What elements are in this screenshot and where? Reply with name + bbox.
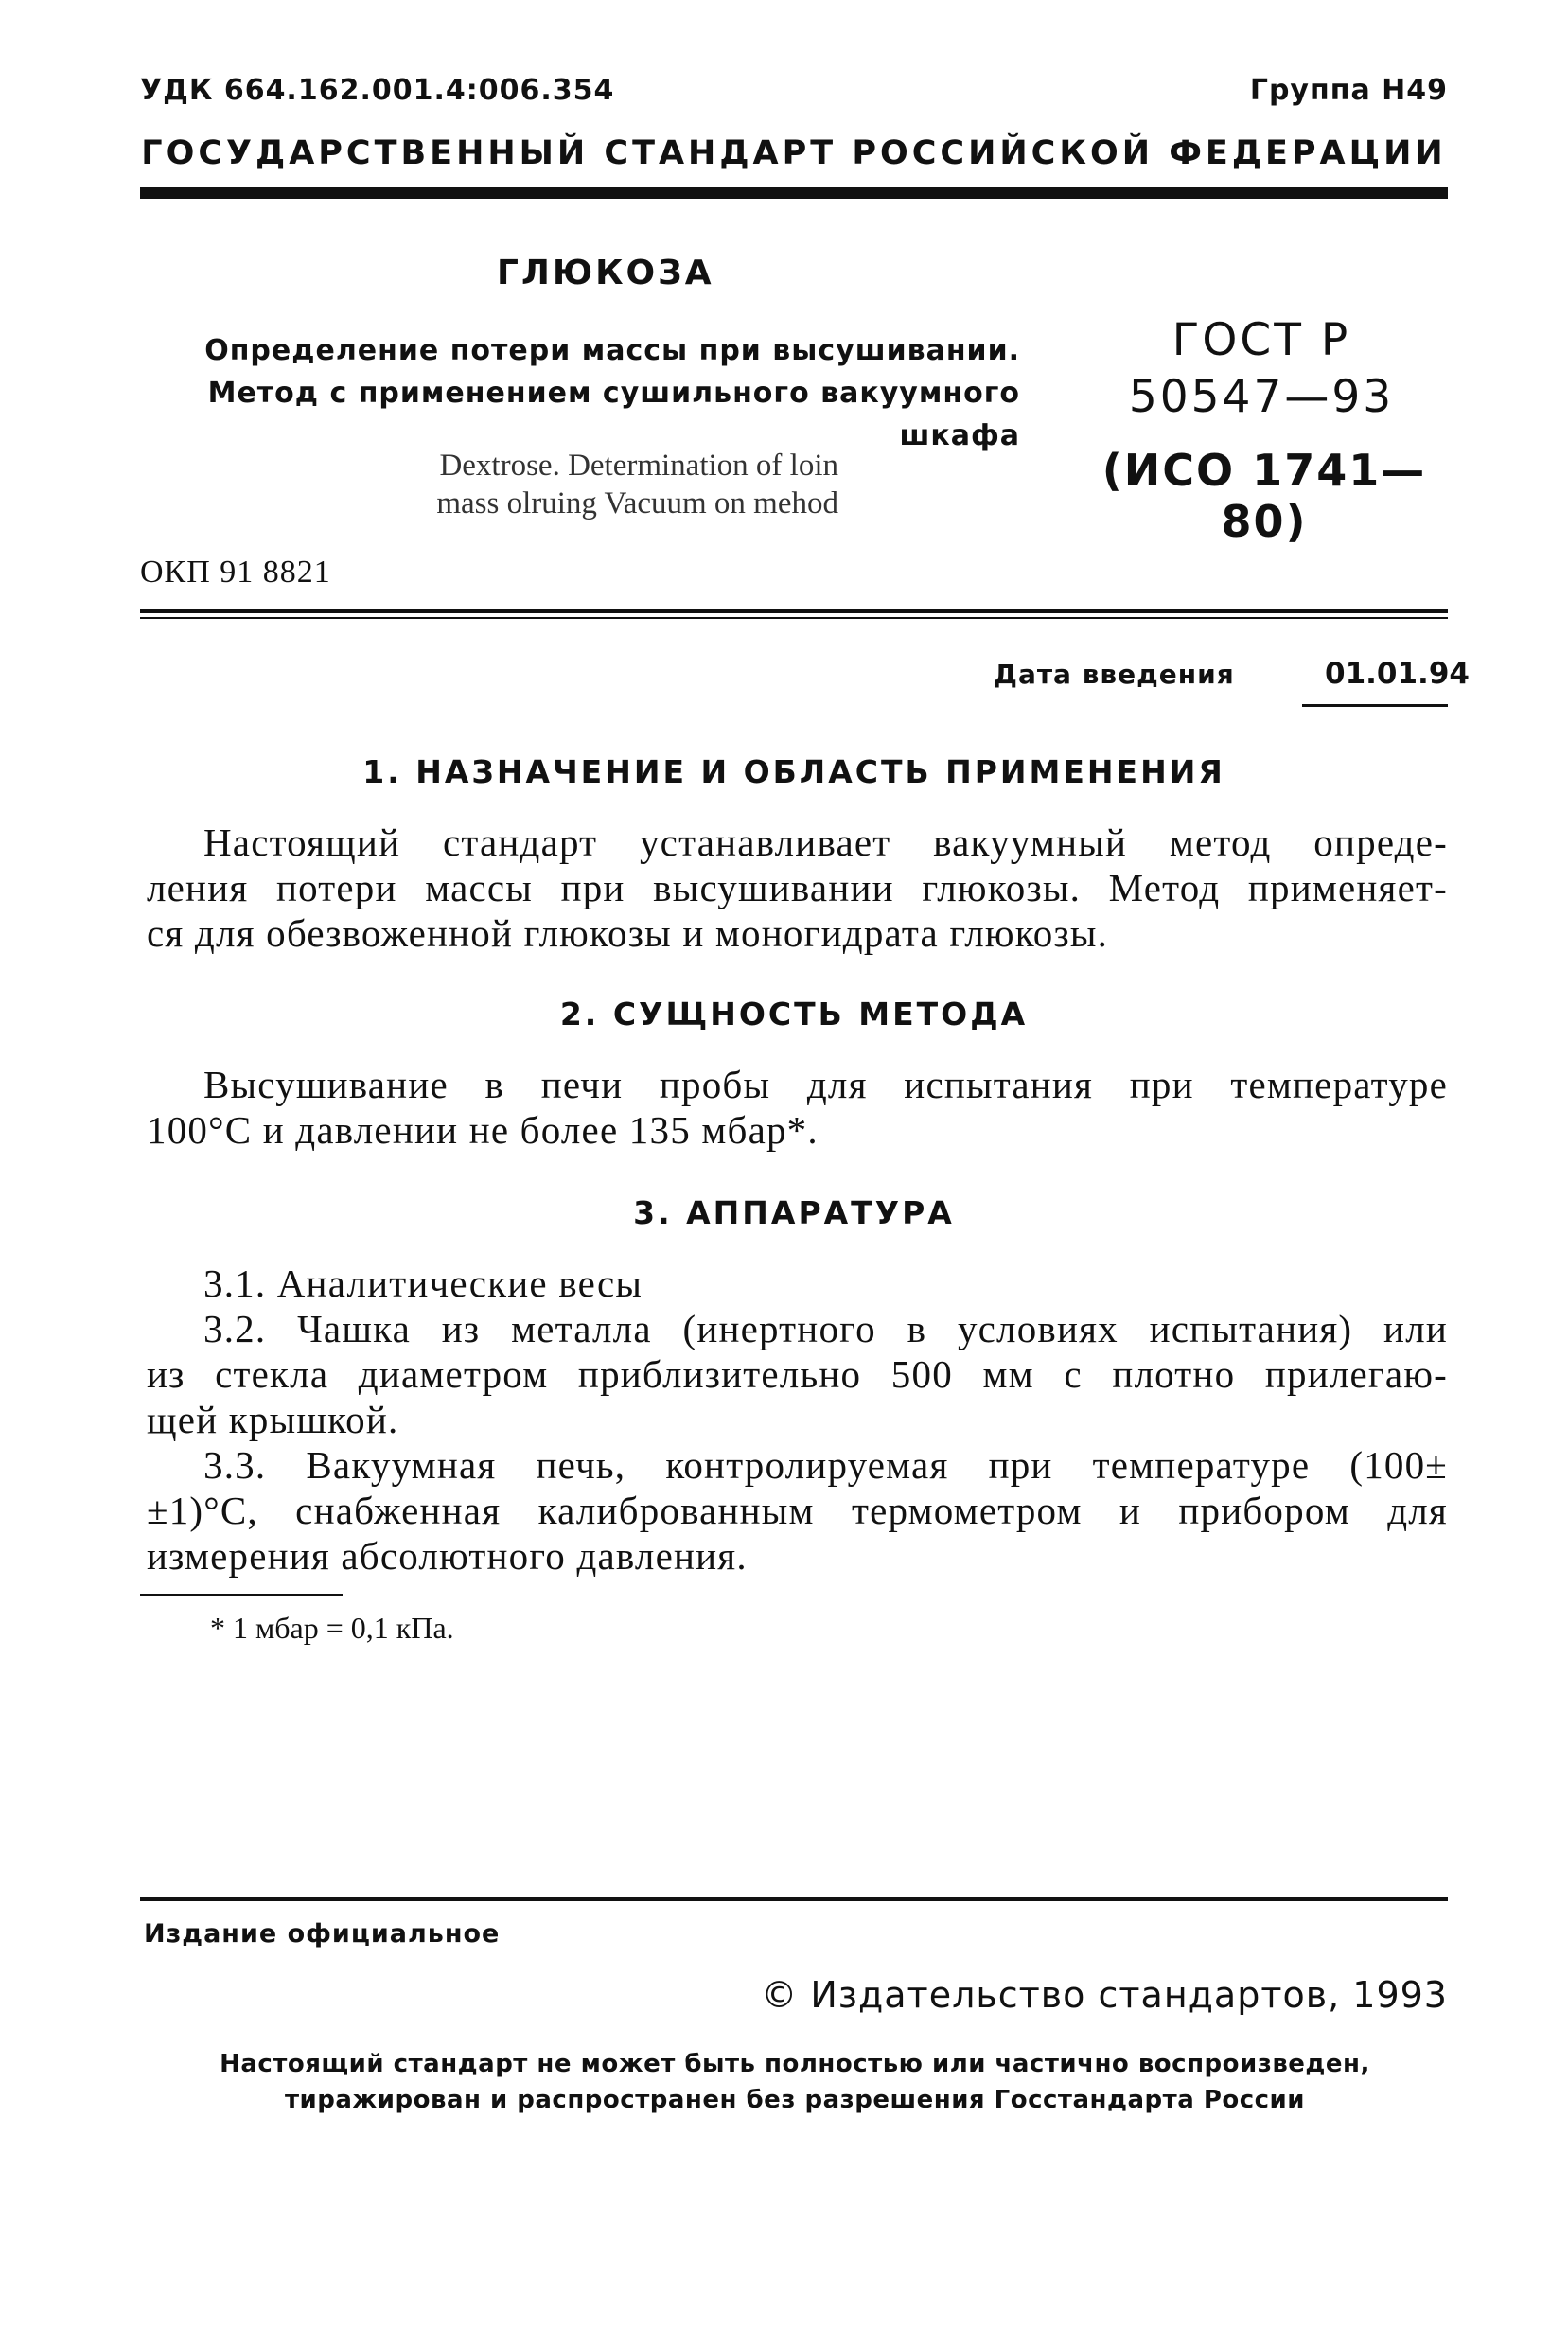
product-title: ГЛЮКОЗА bbox=[497, 254, 714, 292]
body-line: Высушивание в печи пробы для испытания при температуре bbox=[203, 1063, 1448, 1106]
intro-date-label: Дата введения bbox=[994, 659, 1235, 690]
okp-code: ОКП 91 8821 bbox=[140, 555, 331, 590]
body-line: щей крышкой. bbox=[147, 1398, 399, 1441]
gost-designation bbox=[1086, 312, 1436, 426]
body-line: ления потери массы при высушивании глюкозы. Метод применяет- bbox=[147, 866, 1448, 909]
section-heading: 3. АППАРАТУРА bbox=[633, 1194, 955, 1231]
english-subtitle bbox=[140, 447, 838, 522]
russian-subtitle-line: Определение потери массы при высушивании. bbox=[204, 334, 1020, 367]
english-subtitle-line: Dextrose. Determination of loin bbox=[439, 449, 838, 483]
body-line: 3.2. Чашка из металла (инертного в условиях испытания) или bbox=[203, 1307, 1448, 1350]
section-body bbox=[147, 820, 1448, 956]
copyright: © Издательство стандартов, 1993 bbox=[761, 1974, 1448, 2016]
body-line: из стекла диаметром приблизительно 500 мм с плотно прилегаю- bbox=[147, 1352, 1448, 1396]
english-subtitle-line: mass olruing Vacuum on mehod bbox=[436, 486, 838, 520]
header-rule bbox=[140, 187, 1448, 199]
body-line: 3.3. Вакуумная печь, контролируемая при температуре (100± bbox=[203, 1443, 1448, 1487]
body-line: измерения абсолютного давления. bbox=[147, 1534, 748, 1578]
russian-subtitle bbox=[140, 329, 1020, 457]
body-line: ±1)°С, снабженная калиброванным термометром и прибором для bbox=[147, 1489, 1448, 1532]
footer-rule bbox=[140, 1897, 1448, 1901]
reproduction-notice bbox=[142, 2046, 1448, 2118]
group-code: Группа Н49 bbox=[1249, 74, 1448, 107]
iso-designation: (ИСО 1741—80) bbox=[1101, 445, 1427, 547]
title-rule-thin bbox=[140, 617, 1448, 619]
edition-label: Издание официальное bbox=[144, 1919, 501, 1949]
state-standard-title: ГОСУДАРСТВЕННЫЙ СТАНДАРТ РОССИЙСКОЙ ФЕДЕРАЦИИ bbox=[141, 134, 1447, 172]
udk-code: УДК 664.162.001.4:006.354 bbox=[140, 74, 615, 107]
body-line: ся для обезвоженной глюкозы и моногидрата глюкозы. bbox=[147, 911, 1109, 955]
gost-number-line: ГОСТ Р bbox=[1172, 314, 1351, 366]
section-heading: 2. СУЩНОСТЬ МЕТОДА bbox=[559, 996, 1029, 1032]
intro-date-underline bbox=[1302, 704, 1448, 707]
notice-line: тиражирован и распространен без разрешения Госстандарта России bbox=[284, 2086, 1305, 2114]
footnote-rule bbox=[140, 1594, 343, 1596]
body-line: 3.1. Аналитические весы bbox=[203, 1262, 643, 1305]
body-line: 100°С и давлении не более 135 мбар*. bbox=[147, 1108, 819, 1152]
section-heading: 1. НАЗНАЧЕНИЕ И ОБЛАСТЬ ПРИМЕНЕНИЯ bbox=[362, 753, 1225, 790]
section-body bbox=[147, 1062, 1448, 1153]
notice-line: Настоящий стандарт не может быть полностью или частично воспроизведен, bbox=[220, 2050, 1370, 2078]
footnote: * 1 мбар = 0,1 кПа. bbox=[210, 1611, 454, 1645]
section-body bbox=[147, 1261, 1448, 1579]
body-line: Настоящий стандарт устанавливает вакуумный метод опреде- bbox=[203, 820, 1448, 864]
intro-date-value: 01.01.94 bbox=[1325, 657, 1470, 691]
title-rule-thick bbox=[140, 609, 1448, 613]
gost-number-line: 50547—93 bbox=[1128, 371, 1395, 423]
russian-subtitle-line: Метод с применением сушильного вакуумного шкафа bbox=[207, 377, 1020, 452]
